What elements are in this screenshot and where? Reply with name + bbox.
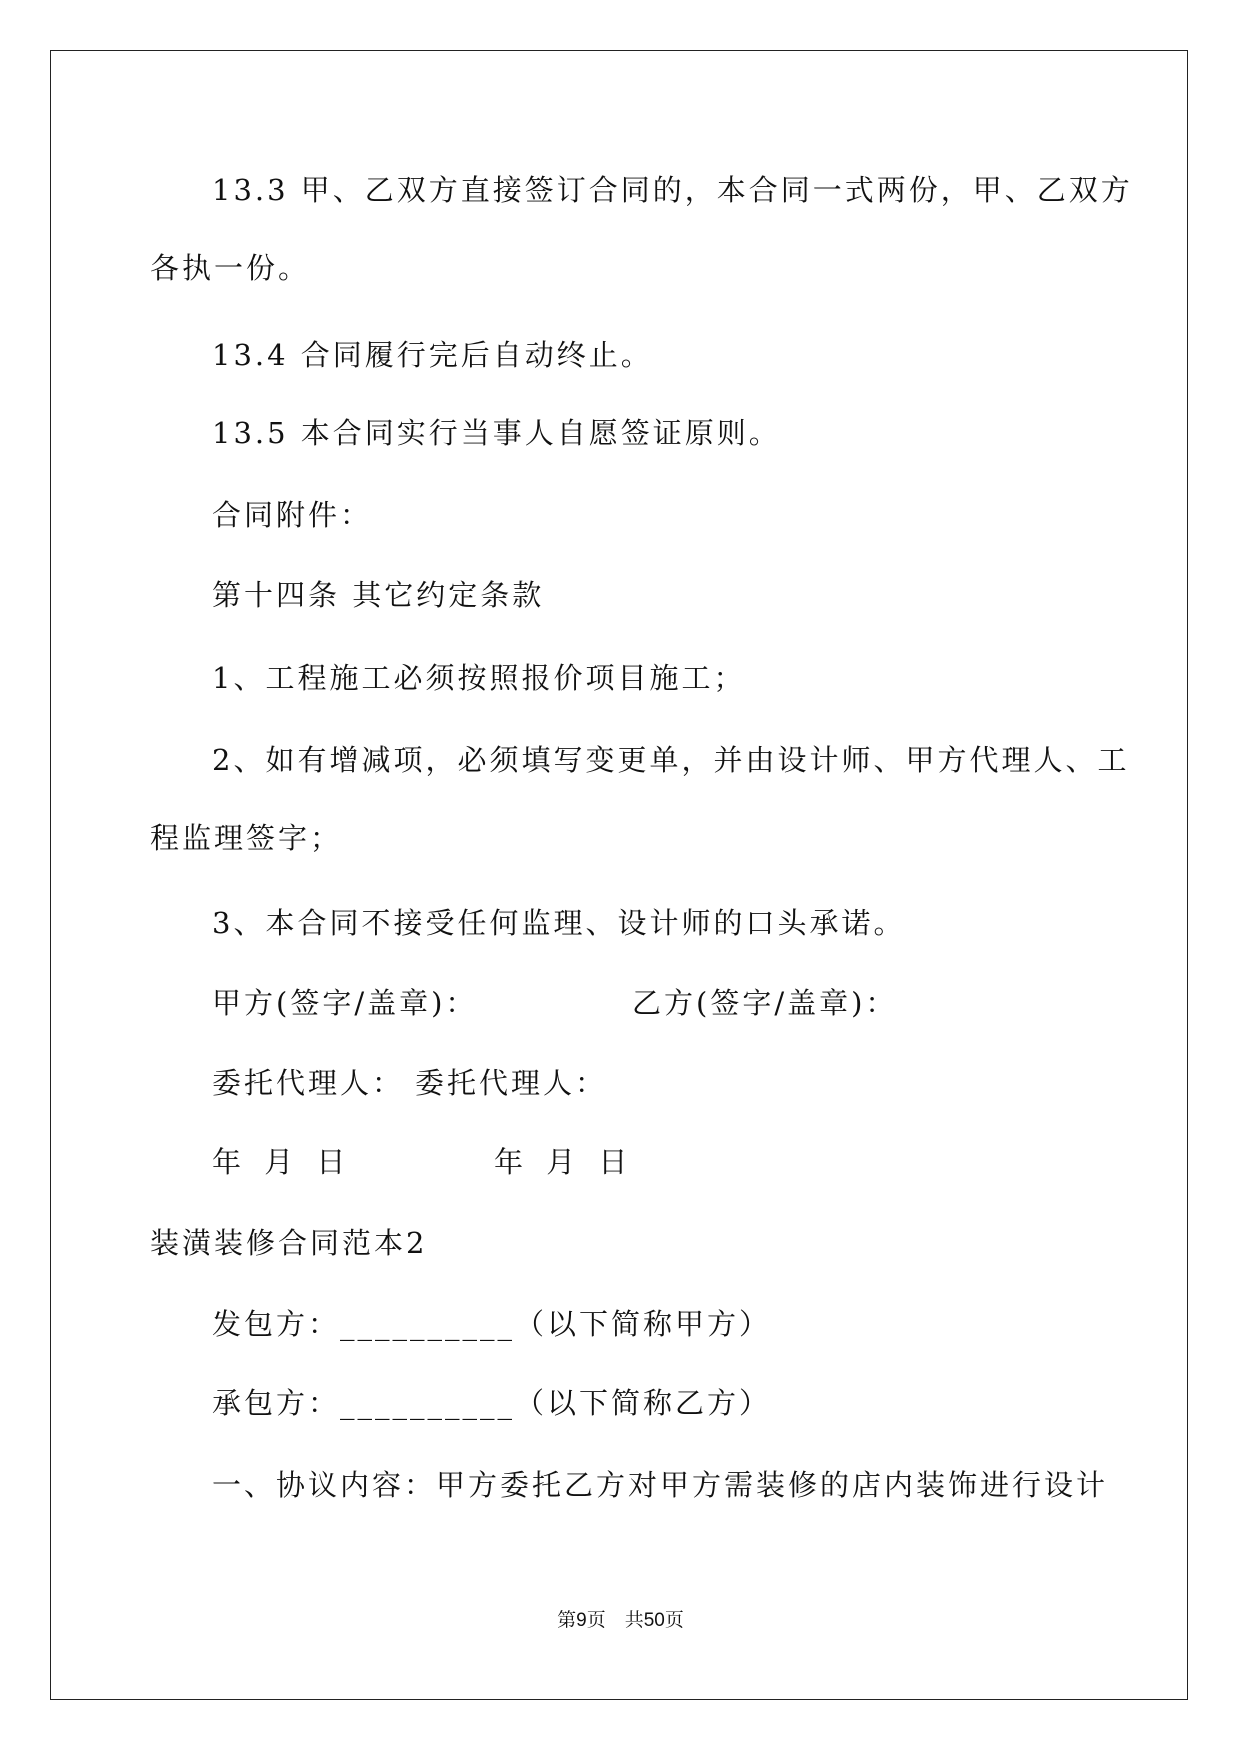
agent-b: 委托代理人： (415, 1066, 608, 1100)
footer-mid: 页 共 (586, 1610, 644, 1631)
clause-2: 2、如有增减项，必须填写变更单，并由设计师、甲方代理人、工 (212, 743, 1130, 777)
clause-3: 3、本合同不接受任何监理、设计师的口头承诺。 (212, 906, 906, 940)
clause-1: 1、工程施工必须按照报价项目施工； (212, 661, 746, 695)
footer-page-number: 9 (576, 1610, 587, 1631)
paragraph-13-3: 13.3 甲、乙双方直接签订合同的，本合同一式两份，甲、乙双方 (212, 173, 1133, 207)
page-footer (0, 1609, 1241, 1633)
date-b: 年 月 日 (494, 1145, 631, 1179)
agent-a: 委托代理人： (212, 1066, 405, 1100)
issuer-line: 发包方：__________（以下简称甲方） (212, 1307, 772, 1341)
attachments-heading: 合同附件： (212, 498, 373, 532)
clause-2-cont: 程监理签字； (150, 821, 343, 855)
signature-party-b: 乙方(签字/盖章)： (632, 986, 898, 1020)
clause-content-line: 一、协议内容：甲方委托乙方对甲方需装修的店内装饰进行设计 (212, 1468, 1109, 1502)
footer-total-pages: 50 (643, 1610, 665, 1631)
footer-prefix: 第 (557, 1610, 577, 1631)
signature-party-a: 甲方(签字/盖章)： (212, 986, 478, 1020)
contractor-line: 承包方：__________（以下简称乙方） (212, 1386, 772, 1420)
section-title: 装潢装修合同范本2 (150, 1226, 428, 1260)
footer-suffix: 页 (664, 1610, 684, 1631)
paragraph-13-4: 13.4 合同履行完后自动终止。 (212, 338, 653, 372)
paragraph-13-3-cont: 各执一份。 (150, 251, 311, 285)
date-a: 年 月 日 (212, 1145, 349, 1179)
page-border (50, 50, 1188, 1700)
paragraph-13-5: 13.5 本合同实行当事人自愿签证原则。 (212, 416, 781, 450)
article-14-heading: 第十四条 其它约定条款 (212, 578, 545, 612)
